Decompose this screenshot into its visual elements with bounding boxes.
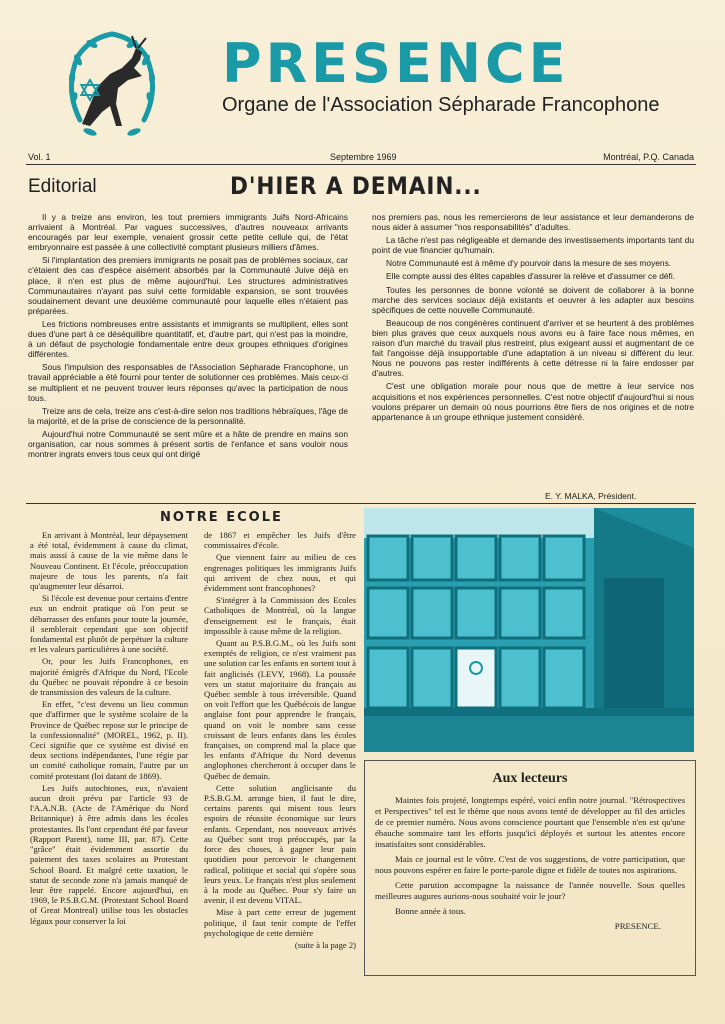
paragraph: Or, pour les Juifs Francophones, en majorité émigrés d'Afrique du Nord, l'Ecole du Québec ne pouvait répondre à ce besoin de transmission des valeurs de la culture. xyxy=(30,656,188,698)
readers-notice-title: Aux lecteurs xyxy=(492,771,568,786)
paragraph: Bonne année à tous. xyxy=(395,906,466,916)
editorial-signature: E. Y. MALKA, Président. xyxy=(545,491,637,501)
paragraph: Si l'école est devenue pour certains d'entre eux un endroit pratique où l'on peut se débarrasser des enfants pour toute la journée, il semblerait cependant que son objectif fondamental est plutôt de perpétuer la culture et les valeurs particulières à une société. xyxy=(30,593,188,655)
paragraph: La tâche n'est pas négligeable et demande des investissements importants tant du point de vue financier qu'humain. xyxy=(372,235,694,256)
volume-number: Vol. 1 xyxy=(28,152,51,162)
paragraph: Treize ans de cela, treize ans c'est-à-dire selon nos traditions hébraïques, l'âge de la majorité, et de la prise de conscience de la personnalité. xyxy=(28,405,348,426)
association-logo xyxy=(62,28,162,146)
paragraph: Toutes les personnes de bonne volonté se doivent de collaborer à la bonne marche des services sociaux déjà existants et oeuvrer à les adapter aux besoins spécifiques de cette nouvelle Communauté. xyxy=(372,284,694,315)
paragraph: Il y a treize ans environ, les tout premiers immigrants Juifs Nord-Africains arrivaient à Montréal. Par vagues successives, d'autres nouveaux arrivants encouragés par leur exemple, venaient grossir cette petite cellule qui, de l'état embryonnaire est passée à une collectivité comptant plusieurs milliers d'âmes. xyxy=(28,212,348,253)
paragraph: Les Juifs autochtones, eux, n'avaient aucun droit prévu par l'article 93 de l'A.A.N.B. (Acte de l'Amérique du Nord Britannique) à être admis dans les écoles protestantes. Ils l'ont cependant été par faveur (Rapport Parent), tome III, par. 87). Cette "grâce" était évidemment assortie du paiement des taxes scolaires au Protestant School Board. Et malgré cette taxation, le statut de seconde zone n'a jamais manqué de leur être rappelé. Encore aujourd'hui, en 1969, le P.S.B.G.M. (Protestant School Board of Great Montreal) utilise tous les obstacles légaux pour conserver la loi xyxy=(30,782,188,926)
article-title: NOTRE ECOLE xyxy=(160,510,283,525)
paragraph: nos premiers pas, nous les remercierons de leur assistance et leur demanderons de nous aider à assumer "nos responsabilités" d'adultes. xyxy=(372,212,694,233)
issue-date: Septembre 1969 xyxy=(330,152,397,162)
paragraph: Les frictions nombreuses entre assistants et immigrants se multiplient, elles sont dues d'une part à ce déséquilibre quantitatif, et, d'autre part, qui n'est pas la moindre, à un défaut de psychologie fondamentale entre deux groupes ethniques d'origines différentes. xyxy=(28,318,348,360)
newspaper-title: PRESENCE xyxy=(222,32,570,95)
paragraph: Notre Communauté est à même d'y pourvoir dans la mesure de ses moyens. xyxy=(386,258,672,269)
paragraph: de 1867 et empêcher les Juifs d'être commissaires d'école. xyxy=(204,530,356,551)
paragraph: Maintes fois projeté, longtemps espéré, voici enfin notre journal. "Rétrospectives et Perspectives" tel est le thème que nous avons tenté de développer au fil des articles de ce premier numéro. Nous avons conscience pourtant que l'ensemble n'en est qu'une ébauche sommaire tant les efforts jusqu'ici déployés et surtout les attentes encore insatisfaites sont considérables. xyxy=(375,795,685,849)
editorial-column-right xyxy=(372,212,694,482)
paragraph: En effet, "c'est devenu un lieu commun que d'affirmer que le système scolaire de la Province de Québec repose sur le principe de la confessionnalité" (MOREL, 1962, p. II). Ceci signifie que ce système est divisé en deux sections indépendantes, l'une régie par un comité catholique romain, l'autre par un comité protestant (loi datant de 1869). xyxy=(30,699,188,781)
paragraph: Cette parution accompagne la naissance de l'année nouvelle. Sous quelles meilleures augures aurions-nous souhaité voir le jour? xyxy=(375,880,685,901)
masthead-divider xyxy=(26,164,696,165)
readers-notice-text xyxy=(375,795,685,936)
readers-notice-signature: PRESENCE. xyxy=(614,921,661,931)
continued-note: (suite à la page 2) xyxy=(294,939,356,950)
paragraph: S'intégrer à la Commission des Ecoles Catholiques de Montréal, où la langue d'enseignement est le français, était impossible à cause même de la religion. xyxy=(204,595,356,636)
school-building-photo xyxy=(364,508,694,752)
paragraph: C'est une obligation morale pour nous que de mettre à leur service nos acquisitions et nos expériences personnelles. C'est notre objectif d'aujourd'hui si nous voulons préparer un demain où nous pourrions être fiers de nos origines et de notre appartenance à un groupe ethnique justement considéré. xyxy=(372,381,694,422)
paragraph: Sous l'impulsion des responsables de l'Association Sépharade Francophone, un travail appréciable a été fourni pour tenter de solutionner ces problèmes. Mais ceux-ci se multiplient et ne peuvent trouver leurs réponses qu'avec la participation de nous tous. xyxy=(28,362,348,403)
article-column-2 xyxy=(204,530,356,980)
paragraph: En arrivant à Montréal, leur dépaysement a été total, évidemment à cause du climat, mais aussi à cause de la vie même dans le Nouveau Continent. Et l'école, préoccupation majeure de tous les parents, n'a fait qu'augmenter leur désarroi. xyxy=(30,530,188,592)
paragraph: Cette solution anglicisante du P.S.B.G.M. arrange bien, il faut le dire, certains parents qui misent tous leurs espoirs de réussite économique sur leurs enfants. Cependant, nos nouveaux arrivés au Québec sont trop préoccupés, par la force des choses, à gagner leur pain quotidien pour percevoir le changement radical, politique et social qui s'opère sous leurs yeux. Le français n'est plus seulement à la mode au Québec. Pour s'y faire un avenir, il est devenu VITAL. xyxy=(204,782,356,906)
section-label: Editorial xyxy=(28,176,97,197)
paragraph: Si l'implantation des premiers immigrants ne posait pas de problèmes sociaux, car c'étaient des cas d'espèce aisément absorbés par la Communauté Juive déjà en place, il n'en est plus de même aujourd'hui. Les structures administratives Communautaires n'ayant pas suivi cette formidable expansion, se sont trouvées soudainement devant une deuxième communauté pour laquelle elles n'étaient pas préparées. xyxy=(28,255,348,316)
newspaper-subtitle: Organe de l'Association Sépharade Francophone xyxy=(222,94,660,116)
paragraph: Beaucoup de nos congénères continuent d'arriver et se heurtent à des problèmes bien plus graves que ceux auxquels nous avons eu à faire face nous mêmes, en raison d'un marché du travail plus restreint, plus exigeant aussi et augmentant de ce fait l'angoisse déjà insupportable d'une adaptation à un niveau si différent du leur. Nous ne pouvons pas rester indifférents à cette détresse ni la faire endosser par d'autres. xyxy=(372,317,694,379)
issue-location: Montréal, P.Q. Canada xyxy=(603,152,694,162)
paragraph: Elle compte aussi des élites capables d'assurer la relève et d'assumer ce défi. xyxy=(386,271,676,282)
paragraph: Mise à part cette erreur de jugement politique, il faut tenir compte de l'effet psychologique de cette dernière xyxy=(204,907,356,938)
editorial-column-left xyxy=(28,212,348,500)
paragraph: Mais ce journal est le vôtre. C'est de vos suggestions, de votre participation, que nous pouvons espérer en faire le porte-parole digne et fidèle de toutes nos aspirations. xyxy=(375,854,685,875)
paragraph: Que viennent faire au milieu de ces engrenages politiques les immigrants Juifs qui arrivent de chez nous, et qui évidemment sont francophones? xyxy=(204,552,356,594)
paragraph: Aujourd'hui notre Communauté se sent mûre et a hâte de prendre en mains son organisation, car nous sommes à présent sortis de l'enfance et sans vouloir nous montrer ingrats envers tous ceux qui ont dirigé xyxy=(28,428,348,460)
editorial-headline: D'HIER A DEMAIN... xyxy=(230,172,482,200)
paragraph: Quant au P.S.B.G.M., où les Juifs sont exemptés de religion, ce n'est vraiment pas une solution car les enfants en sortent tout à fait anglicisés (LEVY, 1968). La poussée vers un statut majoritaire du français au Québec semble à tous irréversible. Quand on voit l'effort que les Québécois de langue anglaise font pour apprendre le français, quand on voit le nombre sans cesse croissant de leurs enfants dans les écoles françaises, on comprend mal la place que les enfants d'Afrique du Nord devenus anglophones chercheront à occuper dans le Québec de demain. xyxy=(204,638,356,781)
section-divider xyxy=(26,503,696,504)
article-column-1 xyxy=(30,530,188,980)
readers-notice-box xyxy=(364,760,696,976)
